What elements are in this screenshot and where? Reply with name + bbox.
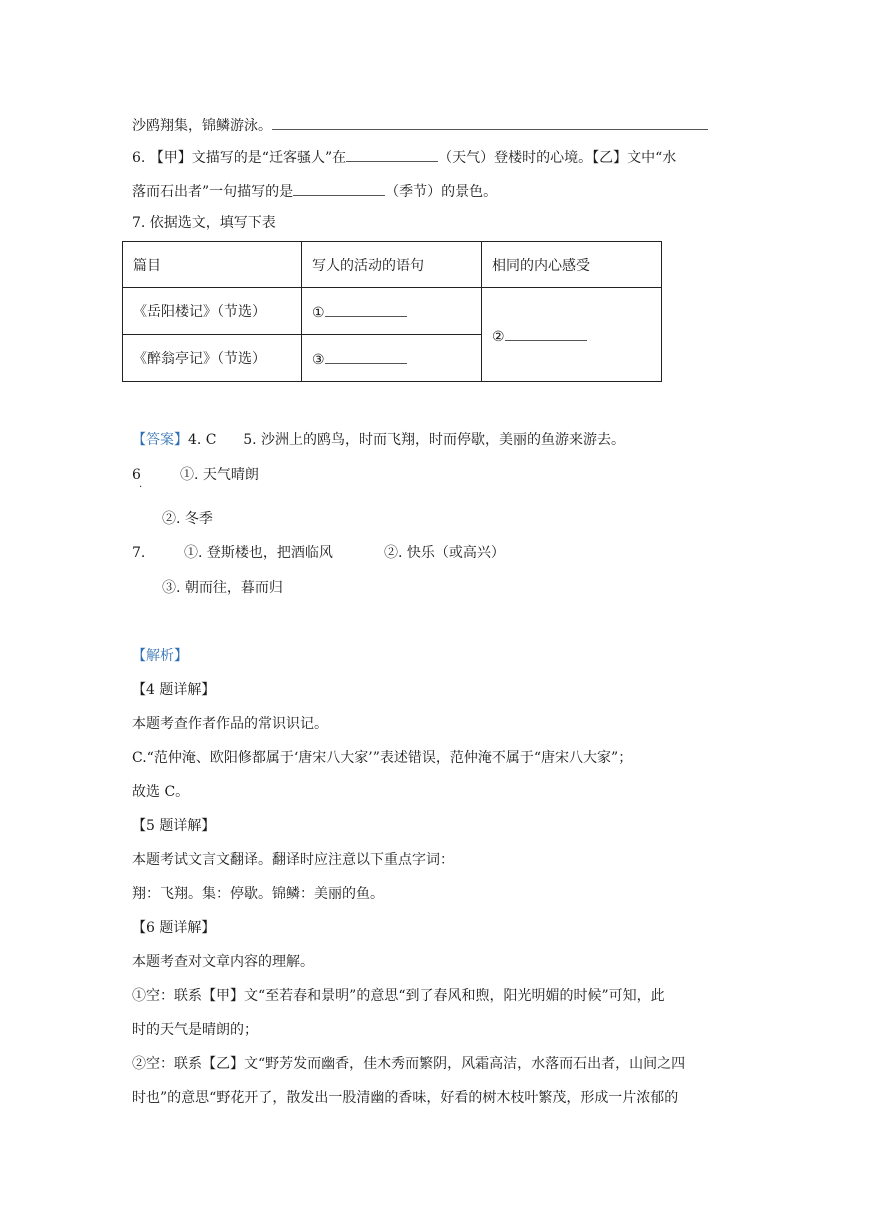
analysis-label: 【解析】: [132, 648, 188, 664]
analysis-heading-5: 【5 题详解】: [132, 818, 216, 834]
answer-line: [132, 430, 625, 450]
q6-text-a: 6. 【甲】文描写的是“迁客骚人”在: [132, 150, 347, 166]
answer-label: 【答案】: [132, 432, 188, 448]
analysis-p5-1: 本题考试文言文翻译。翻译时应注意以下重点字词：: [132, 852, 454, 868]
q7-title: 7. 依据选文，填写下表: [132, 215, 276, 231]
table-cell-title: 《岳阳楼记》（节选）: [123, 288, 302, 335]
circled-number: ①: [312, 305, 325, 321]
table-cell-blank: [302, 335, 482, 382]
blank-line[interactable]: [325, 348, 407, 364]
analysis-p6-2: ①空：联系【甲】文“至若春和景明”的意思“到了春风和煦，阳光明媚的时候”可知，此: [132, 988, 665, 1004]
analysis-p6-1: 本题考查对文章内容的理解。: [132, 954, 314, 970]
answer-q7-b: ②. 快乐（或高兴）: [384, 545, 505, 561]
q6-text-c: 落而石出者”一句描写的是: [132, 184, 294, 200]
q7-table: [122, 241, 662, 382]
table-header: 写人的活动的语句: [302, 242, 482, 288]
q5-blank[interactable]: [272, 114, 708, 130]
analysis-heading-6: 【6 题详解】: [132, 920, 216, 936]
q5-text: 沙鸥翔集，锦鳞游泳。: [132, 118, 272, 134]
analysis-heading-4: 【4 题详解】: [132, 682, 216, 698]
analysis-p6-4: ②空：联系【乙】文“野芳发而幽香，佳木秀而繁阴，风霜高洁，水落而石出者，山间之四: [132, 1056, 686, 1072]
answer-q6-num: 6: [132, 467, 141, 483]
circled-number: ②: [492, 328, 505, 345]
analysis-p5-2: 翔：飞翔。集：停歇。锦鳞：美丽的鱼。: [132, 886, 384, 902]
circled-number: ③: [312, 352, 325, 368]
analysis-p4-1: 本题考查作者作品的常识识记。: [132, 716, 328, 732]
answer-q6-dot: .: [139, 479, 143, 490]
analysis-p4-2: C.“范仲淹、欧阳修都属于‘唐宋八大家’”表述错误，范仲淹不属于“唐宋八大家”；: [132, 750, 633, 766]
table-header: 相同的内心感受: [482, 242, 662, 288]
analysis-p6-3: 时的天气是晴朗的；: [132, 1022, 258, 1038]
q6-line-1: [132, 146, 676, 168]
answer-q7-c: ③. 朝而往，暮而归: [162, 580, 283, 596]
blank-line[interactable]: [505, 325, 587, 341]
q6-text-b: （天气）登楼时的心境。【乙】文中“水: [438, 150, 677, 166]
q5-answer-line: [132, 114, 708, 136]
table-row: [123, 288, 662, 335]
table-header-row: [123, 242, 662, 288]
q6-text-d: （季节）的景色。: [385, 184, 498, 200]
table-cell-blank: [302, 288, 482, 335]
answer-q7-a: ①. 登斯楼也，把酒临风: [184, 545, 333, 561]
answer-q7-num: 7.: [132, 545, 146, 561]
blank-line[interactable]: [325, 301, 407, 317]
answer-q6-b: ②. 冬季: [162, 511, 213, 527]
q6-blank-weather[interactable]: [346, 146, 438, 162]
q6-line-2: [132, 180, 497, 202]
q6-blank-season[interactable]: [293, 180, 385, 196]
answer-text: 4. C 5. 沙洲上的鸥鸟，时而飞翔，时而停歇，美丽的鱼游来游去。: [188, 432, 626, 448]
analysis-p4-3: 故选 C。: [132, 784, 190, 800]
answer-q6-a: ①. 天气晴朗: [180, 467, 259, 483]
table-header: 篇目: [123, 242, 302, 288]
table-cell-title: 《醉翁亭记》（节选）: [123, 335, 302, 382]
table-cell-merged: [482, 288, 662, 382]
analysis-p6-5: 时也”的意思“野花开了，散发出一股清幽的香味，好看的树木枝叶繁茂，形成一片浓郁的: [132, 1090, 679, 1106]
